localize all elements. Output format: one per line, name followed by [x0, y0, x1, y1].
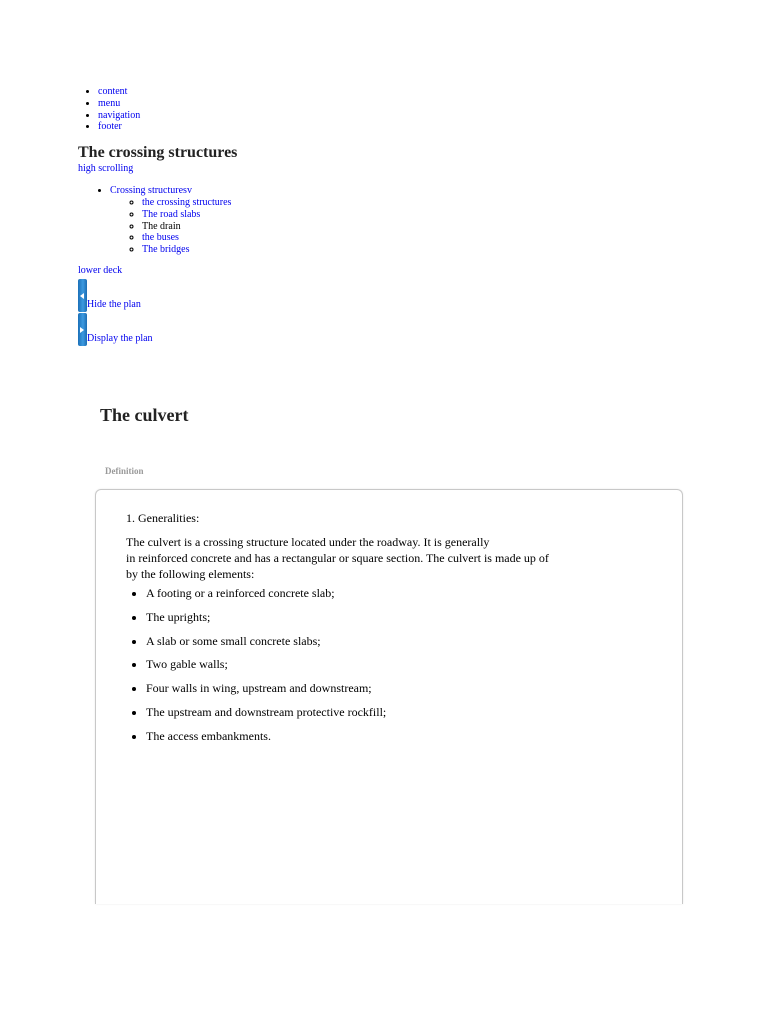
submenu: [110, 197, 231, 256]
list-item: • Four walls in wing, upstream and downstream;: [146, 680, 386, 696]
list-item: • The uprights;: [146, 609, 386, 625]
skip-link-content-text[interactable]: content: [98, 86, 128, 97]
display-plan-button[interactable]: [78, 313, 153, 346]
submenu-item[interactable]: [142, 197, 231, 209]
list-item: • The upstream and downstream protective rockfill;: [146, 704, 386, 720]
intro-line-3: by the following elements:: [126, 567, 255, 581]
site-title: The crossing structures: [78, 144, 238, 161]
display-plan-label[interactable]: Display the plan: [87, 333, 153, 344]
submenu-item[interactable]: [142, 244, 231, 256]
submenu-link-crossing-structures[interactable]: the crossing structures: [142, 197, 232, 208]
list-item: • Two gable walls;: [146, 656, 386, 672]
submenu-item[interactable]: [142, 209, 231, 221]
submenu-link-road-slabs[interactable]: The road slabs: [142, 208, 201, 220]
expand-arrow-icon[interactable]: [78, 313, 87, 346]
submenu-link-bridges[interactable]: The bridges: [142, 244, 190, 256]
skip-link-navigation[interactable]: [98, 110, 140, 122]
content-panel: [95, 489, 683, 904]
nav-item-crossing-structures-label[interactable]: Crossing structuresv: [110, 185, 192, 196]
main-navigation: [94, 185, 231, 256]
submenu-item: [142, 221, 231, 233]
section-heading: 1. Generalities:: [126, 511, 200, 525]
skip-link-navigation-text[interactable]: navigation: [98, 109, 141, 121]
high-scrolling-link[interactable]: high scrolling: [78, 163, 134, 174]
skip-links: [82, 86, 140, 133]
skip-link-footer[interactable]: [98, 121, 140, 133]
submenu-item[interactable]: [142, 232, 231, 244]
skip-link-content[interactable]: [98, 86, 140, 98]
skip-link-footer-text[interactable]: footer: [98, 121, 122, 133]
list-item: • The access embankments.: [146, 728, 386, 744]
list-item: • A footing or a reinforced concrete slab;: [146, 585, 386, 601]
collapse-arrow-icon[interactable]: [78, 279, 87, 312]
intro-line-1: The culvert is a crossing structure located under the roadway. It is generally: [126, 535, 490, 549]
intro-line-2: in reinforced concrete and has a rectangular or square section. The culvert is made up of: [126, 551, 549, 565]
hide-plan-label[interactable]: Hide the plan: [87, 299, 141, 310]
submenu-current-drain: The drain: [142, 220, 181, 232]
list-item: • A slab or some small concrete slabs;: [146, 633, 386, 649]
skip-link-menu[interactable]: [98, 98, 140, 110]
skip-link-menu-text[interactable]: menu: [98, 97, 121, 109]
submenu-link-buses[interactable]: the buses: [142, 232, 179, 244]
tab-definition[interactable]: Definition: [105, 466, 144, 476]
elements-list: [132, 585, 386, 752]
page-title: The culvert: [100, 405, 189, 425]
nav-item-crossing-structures[interactable]: [110, 185, 231, 256]
lower-deck-link[interactable]: lower deck: [78, 265, 123, 276]
hide-plan-button[interactable]: [78, 279, 141, 312]
section-intro: [126, 534, 606, 582]
